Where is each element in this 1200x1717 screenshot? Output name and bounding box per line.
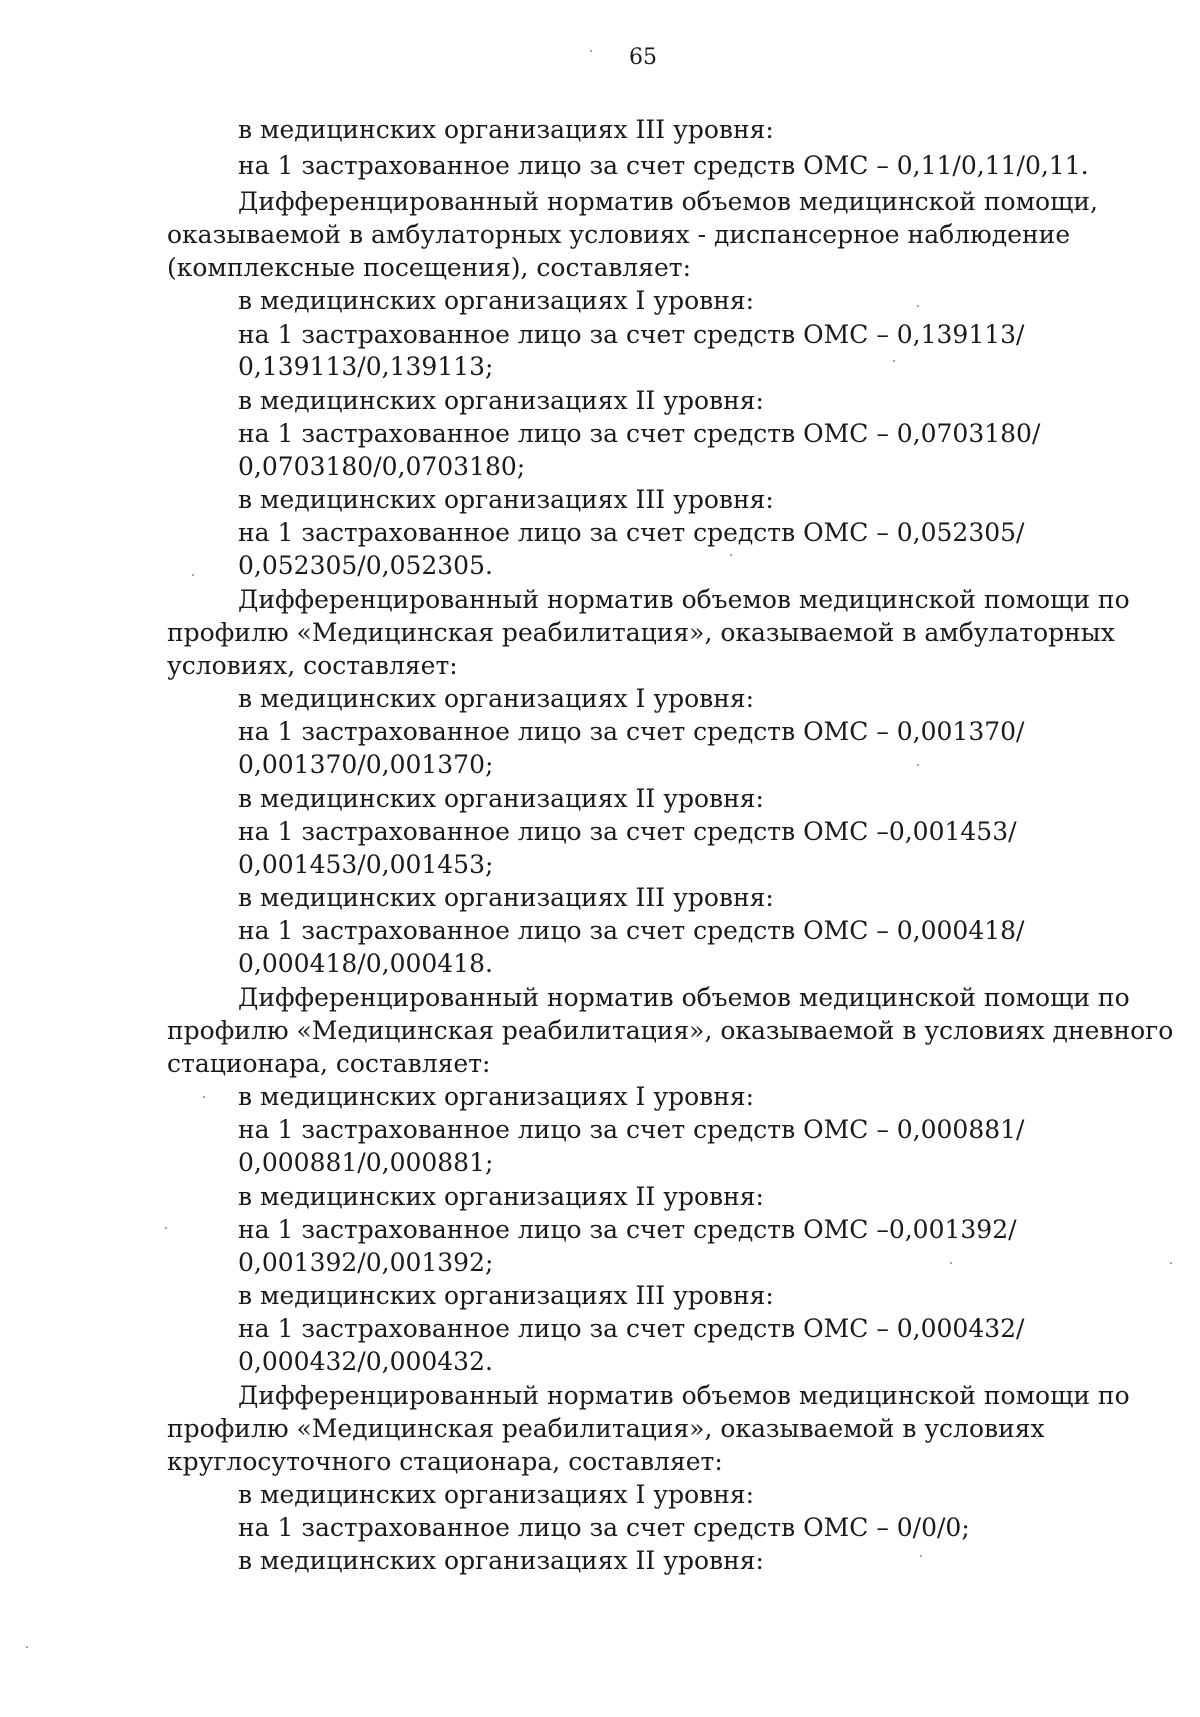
scan-speck bbox=[920, 1555, 922, 1557]
text-line-44: в медицинских организациях II уровня: bbox=[238, 1546, 764, 1575]
text-line-24: в медицинских организациях III уровня: bbox=[238, 883, 774, 912]
text-line-42: в медицинских организациях I уровня: bbox=[238, 1480, 755, 1509]
text-line-20: 0,001370/0,001370; bbox=[238, 750, 494, 779]
scan-speck bbox=[192, 574, 194, 576]
text-line-22: на 1 застрахованное лицо за счет средств ОМС –0,001453/ bbox=[238, 817, 1017, 846]
text-line-25: на 1 застрахованное лицо за счет средств ОМС – 0,000418/ bbox=[238, 916, 1025, 945]
text-line-16: профилю «Медицинская реабилитация», оказываемой в амбулаторных bbox=[167, 618, 1115, 647]
scan-speck bbox=[917, 305, 919, 307]
text-line-21: в медицинских организациях II уровня: bbox=[238, 784, 764, 813]
text-line-10: на 1 застрахованное лицо за счет средств ОМС – 0,0703180/ bbox=[238, 419, 1041, 448]
text-line-18: в медицинских организациях I уровня: bbox=[238, 684, 755, 713]
text-line-12: в медицинских организациях III уровня: bbox=[238, 485, 774, 514]
text-line-3: Дифференцированный норматив объемов медицинской помощи, bbox=[238, 187, 1098, 216]
text-line-28: профилю «Медицинская реабилитация», оказываемой в условиях дневного bbox=[167, 1016, 1174, 1045]
text-line-11: 0,0703180/0,0703180; bbox=[238, 452, 526, 481]
text-line-23: 0,001453/0,001453; bbox=[238, 850, 494, 879]
text-line-29: стационара, составляет: bbox=[167, 1049, 491, 1078]
text-line-35: 0,001392/0,001392; bbox=[238, 1248, 494, 1277]
text-line-41: круглосуточного стационара, составляет: bbox=[167, 1447, 723, 1476]
text-line-26: 0,000418/0,000418. bbox=[238, 949, 493, 978]
text-line-5: (комплексные посещения), составляет: bbox=[167, 253, 691, 282]
text-line-40: профилю «Медицинская реабилитация», оказываемой в условиях bbox=[167, 1414, 1045, 1443]
text-line-1: в медицинских организациях III уровня: bbox=[238, 115, 774, 144]
scan-speck bbox=[203, 1096, 205, 1098]
text-line-36: в медицинских организациях III уровня: bbox=[238, 1281, 774, 1310]
text-line-9: в медицинских организациях II уровня: bbox=[238, 386, 764, 415]
page-number: 65 bbox=[629, 45, 657, 70]
scan-speck bbox=[165, 1227, 167, 1229]
scan-speck bbox=[893, 360, 895, 362]
text-line-34: на 1 застрахованное лицо за счет средств ОМС –0,001392/ bbox=[238, 1215, 1017, 1244]
text-line-37: на 1 застрахованное лицо за счет средств ОМС – 0,000432/ bbox=[238, 1314, 1025, 1343]
text-line-43: на 1 застрахованное лицо за счет средств ОМС – 0/0/0; bbox=[238, 1513, 970, 1542]
text-line-7: на 1 застрахованное лицо за счет средств ОМС – 0,139113/ bbox=[238, 320, 1025, 349]
text-line-6: в медицинских организациях I уровня: bbox=[238, 286, 755, 315]
text-line-4: оказываемой в амбулаторных условиях - диспансерное наблюдение bbox=[167, 220, 1071, 249]
text-line-39: Дифференцированный норматив объемов медицинской помощи по bbox=[238, 1381, 1130, 1410]
text-line-27: Дифференцированный норматив объемов медицинской помощи по bbox=[238, 983, 1130, 1012]
text-line-8: 0,139113/0,139113; bbox=[238, 352, 494, 381]
scan-speck bbox=[1170, 1262, 1172, 1264]
scan-speck bbox=[917, 764, 919, 766]
scan-speck bbox=[26, 1646, 28, 1648]
text-line-13: на 1 застрахованное лицо за счет средств ОМС – 0,052305/ bbox=[238, 518, 1025, 547]
text-line-19: на 1 застрахованное лицо за счет средств ОМС – 0,001370/ bbox=[238, 717, 1025, 746]
text-line-14: 0,052305/0,052305. bbox=[238, 551, 493, 580]
text-line-2: на 1 застрахованное лицо за счет средств ОМС – 0,11/0,11/0,11. bbox=[238, 151, 1089, 180]
text-line-15: Дифференцированный норматив объемов медицинской помощи по bbox=[238, 585, 1130, 614]
scan-speck bbox=[950, 1262, 952, 1264]
scan-speck bbox=[730, 554, 732, 556]
text-line-17: условиях, составляет: bbox=[167, 651, 458, 680]
text-line-31: на 1 застрахованное лицо за счет средств ОМС – 0,000881/ bbox=[238, 1115, 1025, 1144]
text-line-38: 0,000432/0,000432. bbox=[238, 1347, 493, 1376]
text-line-32: 0,000881/0,000881; bbox=[238, 1148, 494, 1177]
text-line-33: в медицинских организациях II уровня: bbox=[238, 1182, 764, 1211]
text-line-30: в медицинских организациях I уровня: bbox=[238, 1082, 755, 1111]
scan-speck bbox=[590, 50, 592, 52]
